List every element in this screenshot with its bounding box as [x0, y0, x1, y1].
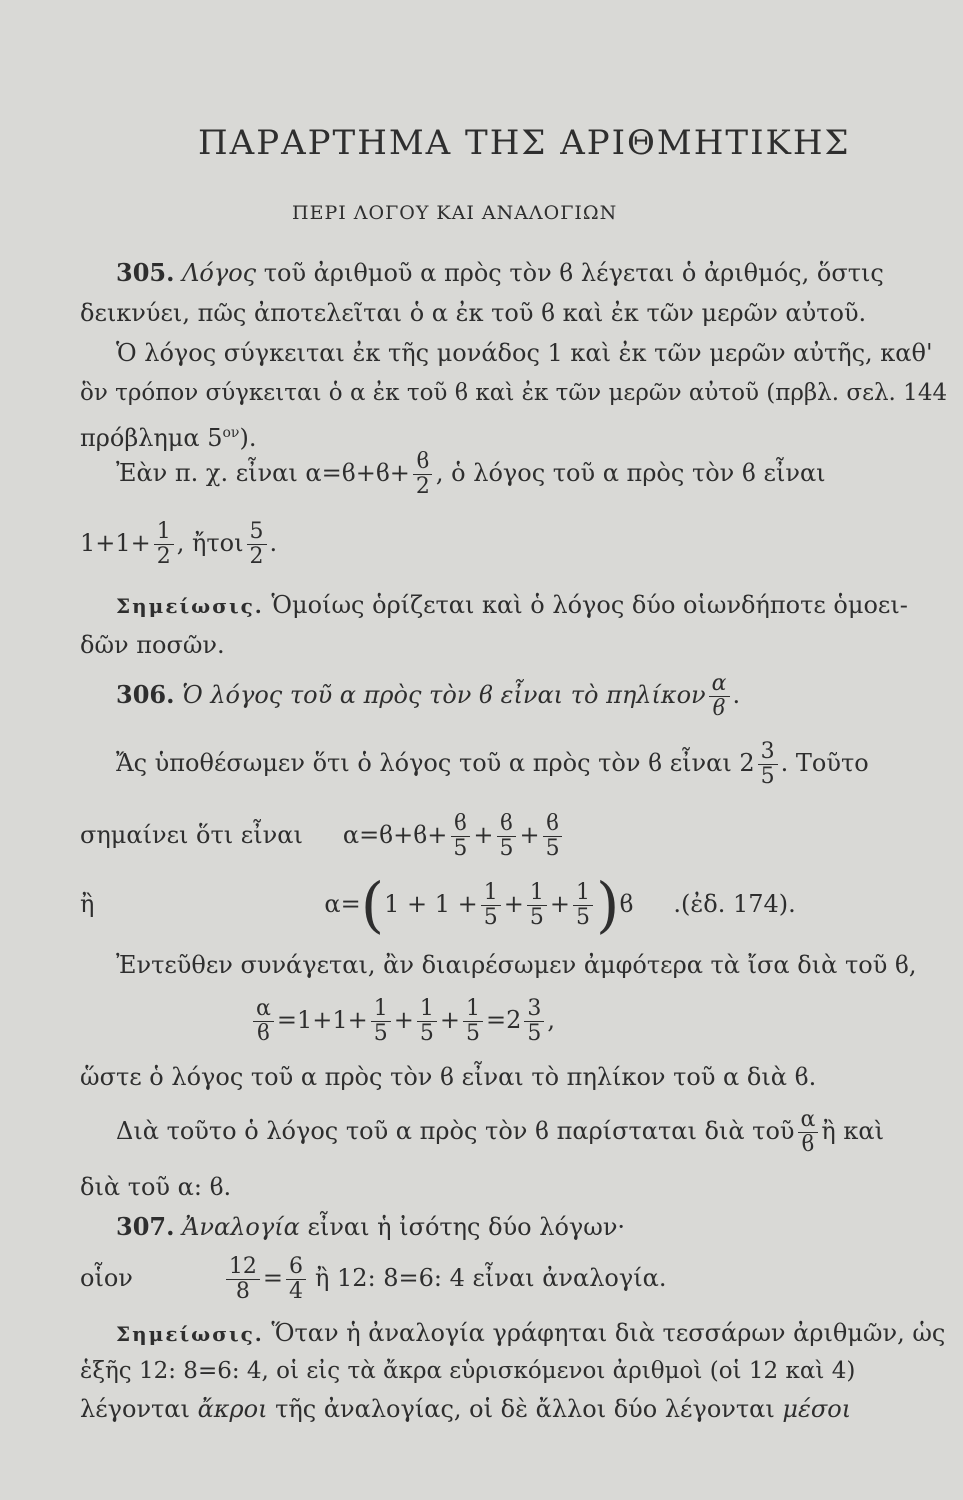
fraction	[450, 812, 470, 861]
denominator: 5	[545, 836, 560, 861]
section-306-line-1	[116, 736, 869, 790]
note-305-line-2: δῶν ποσῶν.	[80, 631, 225, 659]
text: ).	[239, 424, 257, 452]
numerator: 1	[527, 881, 547, 906]
text: ,	[547, 1006, 555, 1034]
fraction	[573, 881, 593, 930]
section-306-line-5	[116, 1104, 884, 1158]
denominator: 5	[373, 1021, 388, 1046]
denominator: 5	[453, 836, 468, 861]
term-analogia: Ἀναλογία	[182, 1213, 300, 1241]
fraction	[481, 881, 501, 930]
text: Ὁμοίως ὁρίζεται καὶ ὁ λόγος δύο οἱωνδήποτε ὁμοει-	[263, 591, 908, 619]
fraction	[798, 1108, 819, 1157]
text: ἢ 12: 8=6: 4 εἶναι ἀναλογία.	[315, 1264, 667, 1292]
fraction	[524, 997, 544, 1046]
text: ἢ καὶ	[821, 1117, 884, 1145]
text: λέγονται	[80, 1395, 198, 1423]
plus-sign: +	[439, 1006, 460, 1034]
denominator: 5	[465, 1021, 480, 1046]
plus-sign: +	[503, 890, 524, 918]
numerator: α	[709, 672, 730, 697]
text: τοῦ ἀριθμοῦ α πρὸς τὸν ϐ λέγεται ὁ ἀριθμός, ὅστις	[256, 259, 884, 287]
text: 1+1+	[80, 529, 151, 557]
denominator: 5	[527, 1021, 542, 1046]
numerator: α	[253, 997, 274, 1022]
plus-sign: +	[549, 890, 571, 918]
fraction	[496, 812, 516, 861]
numerator: 1	[573, 881, 593, 906]
note-307-line-1	[116, 1318, 945, 1349]
numerator: 3	[758, 740, 778, 765]
section-305-line-1	[116, 258, 884, 288]
denominator: 5	[419, 1021, 434, 1046]
section-306-statement	[116, 668, 740, 722]
fraction	[253, 997, 274, 1046]
text: , ἤτοι	[176, 529, 244, 557]
fraction	[543, 812, 563, 861]
denominator: 5	[529, 905, 544, 930]
section-306-eq-3	[250, 990, 555, 1050]
denominator: 2	[156, 544, 171, 569]
example-line	[116, 446, 826, 500]
text: α=	[324, 890, 361, 918]
note-label: Σημείωσις.	[116, 594, 264, 618]
section-306-line-6: διὰ τοῦ α: ϐ.	[80, 1173, 232, 1201]
fraction	[371, 997, 391, 1046]
denominator: ϐ	[257, 1021, 270, 1046]
fraction	[247, 520, 267, 569]
denominator: ϐ	[801, 1132, 815, 1157]
page-title: ΠΑΡΑΡΤΗΜΑ ΤΗΣ ΑΡΙΘΜΗΤΙΚΗΣ	[198, 123, 851, 163]
section-number: 307.	[116, 1212, 175, 1241]
fraction	[527, 881, 547, 930]
denominator: 2	[249, 544, 264, 569]
section-number: 305.	[116, 258, 175, 287]
fraction	[154, 520, 174, 569]
text: τῆς ἀναλογίας, οἱ δὲ ἄλλοι δύο λέγονται	[267, 1395, 783, 1423]
section-305-line-4: ὃν τρόπον σύγκειται ὁ α ἐκ τοῦ ϐ καὶ ἐκ τῶν μερῶν αὐτοῦ (πρβλ. σελ. 144	[80, 380, 948, 406]
numerator: 1	[463, 997, 483, 1022]
fraction	[417, 997, 437, 1046]
text: =1+1+	[276, 1006, 368, 1034]
plus-sign: +	[473, 821, 494, 849]
fraction	[709, 672, 730, 721]
numerator: ϐ	[451, 812, 470, 837]
text: .	[732, 681, 741, 709]
section-307-line-2	[80, 1248, 666, 1308]
fraction	[463, 997, 483, 1046]
text: .	[269, 529, 278, 557]
numerator: 5	[247, 520, 267, 545]
numerator: 1	[371, 997, 391, 1022]
text: εἶναι ἡ ἰσότης δύο λόγων·	[299, 1213, 626, 1241]
text: 1 + 1 +	[384, 890, 478, 918]
numerator: 1	[154, 520, 174, 545]
section-306-eq-2	[80, 870, 796, 941]
note-307-line-2: ἑξῆς 12: 8=6: 4, οἱ εἰς τὰ ἄκρα εὑρισκόμενοι ἀριθμοὶ (οἱ 12 καὶ 4)	[80, 1358, 856, 1384]
left-paren: (	[360, 870, 385, 941]
ratio-result-line	[80, 516, 277, 570]
term-mesoi: μέσοι	[782, 1395, 852, 1423]
numerator: 12	[226, 1255, 260, 1280]
note-label: Σημείωσις.	[116, 1322, 264, 1346]
text: α=ϐ+ϐ+	[342, 821, 448, 849]
plus-sign: +	[393, 1006, 414, 1034]
text: ἢ	[80, 890, 95, 918]
numerator: ϐ	[413, 450, 432, 475]
numerator: ϐ	[497, 812, 516, 837]
text: ϐ	[619, 890, 634, 918]
numerator: 1	[481, 881, 501, 906]
text: , ὁ λόγος τοῦ α πρὸς τὸν ϐ εἶναι	[435, 459, 826, 487]
superscript: ον	[222, 425, 240, 441]
fraction	[286, 1255, 306, 1304]
text: Ἄς ὑποθέσωμεν ὅτι ὁ λόγος τοῦ α πρὸς τὸν ϐ εἶναι 2	[116, 749, 755, 777]
term-logos: Λόγος	[182, 259, 257, 287]
text: Ὅταν ἡ ἀναλογία γράφηται διὰ τεσσάρων ἀριθμῶν, ὡς	[263, 1319, 946, 1347]
fraction	[758, 740, 778, 789]
numerator: 1	[417, 997, 437, 1022]
text: =2	[485, 1006, 522, 1034]
numerator: ϐ	[543, 812, 562, 837]
page-subtitle: ΠΕΡΙ ΛΟΓΟΥ ΚΑΙ ΑΝΑΛΟΓΙΩΝ	[292, 202, 618, 224]
denominator: 5	[760, 764, 775, 789]
right-paren: )	[596, 870, 620, 941]
section-number: 306.	[116, 680, 175, 709]
denominator: 8	[235, 1279, 250, 1304]
text: Διὰ τοῦτο ὁ λόγος τοῦ α πρὸς τὸν ϐ παρίσταται διὰ τοῦ	[116, 1117, 795, 1145]
note-305-line-1	[116, 590, 908, 621]
denominator: 5	[483, 905, 498, 930]
section-305-line-3: Ὁ λόγος σύγκειται ἐκ τῆς μονάδος 1 καὶ ἐκ τῶν μερῶν αὐτῆς, καθ'	[116, 339, 933, 367]
section-306-line-2	[80, 808, 566, 862]
numerator: 3	[524, 997, 544, 1022]
denominator: 5	[499, 836, 514, 861]
text: οἷον	[80, 1264, 133, 1292]
note-307-line-3	[80, 1394, 851, 1424]
section-306-line-3: Ἐντεῦθεν συνάγεται, ἂν διαιρέσωμεν ἀμφότερα τὰ ἴσα διὰ τοῦ ϐ,	[116, 951, 917, 979]
denominator: ϐ	[712, 696, 726, 721]
term-akroi: ἄκροι	[197, 1395, 268, 1423]
text: . Τοῦτο	[780, 749, 869, 777]
section-307-line-1	[116, 1212, 625, 1242]
statement: Ὁ λόγος τοῦ α πρὸς τὸν ϐ εἶναι τὸ πηλίκον	[174, 681, 706, 709]
numerator: α	[798, 1108, 819, 1133]
numerator: 6	[286, 1255, 306, 1280]
equals-sign: =	[262, 1264, 284, 1292]
fraction	[226, 1255, 260, 1304]
denominator: 5	[576, 905, 591, 930]
reference: .(ἐδ. 174).	[673, 890, 796, 918]
text: σημαίνει ὅτι εἶναι	[80, 821, 303, 849]
fraction	[413, 450, 433, 499]
text: Ἐὰν π. χ. εἶναι α=ϐ+ϐ+	[116, 459, 410, 487]
section-306-line-4: ὥστε ὁ λόγος τοῦ α πρὸς τὸν ϐ εἶναι τὸ πηλίκον τοῦ α διὰ ϐ.	[80, 1063, 817, 1091]
plus-sign: +	[519, 821, 540, 849]
text: πρόβλημα 5	[80, 424, 223, 452]
denominator: 2	[415, 474, 430, 499]
denominator: 4	[289, 1279, 304, 1304]
section-305-line-2: δεικνύει, πῶς ἀποτελεῖται ὁ α ἐκ τοῦ ϐ καὶ ἐκ τῶν μερῶν αὐτοῦ.	[80, 299, 867, 327]
